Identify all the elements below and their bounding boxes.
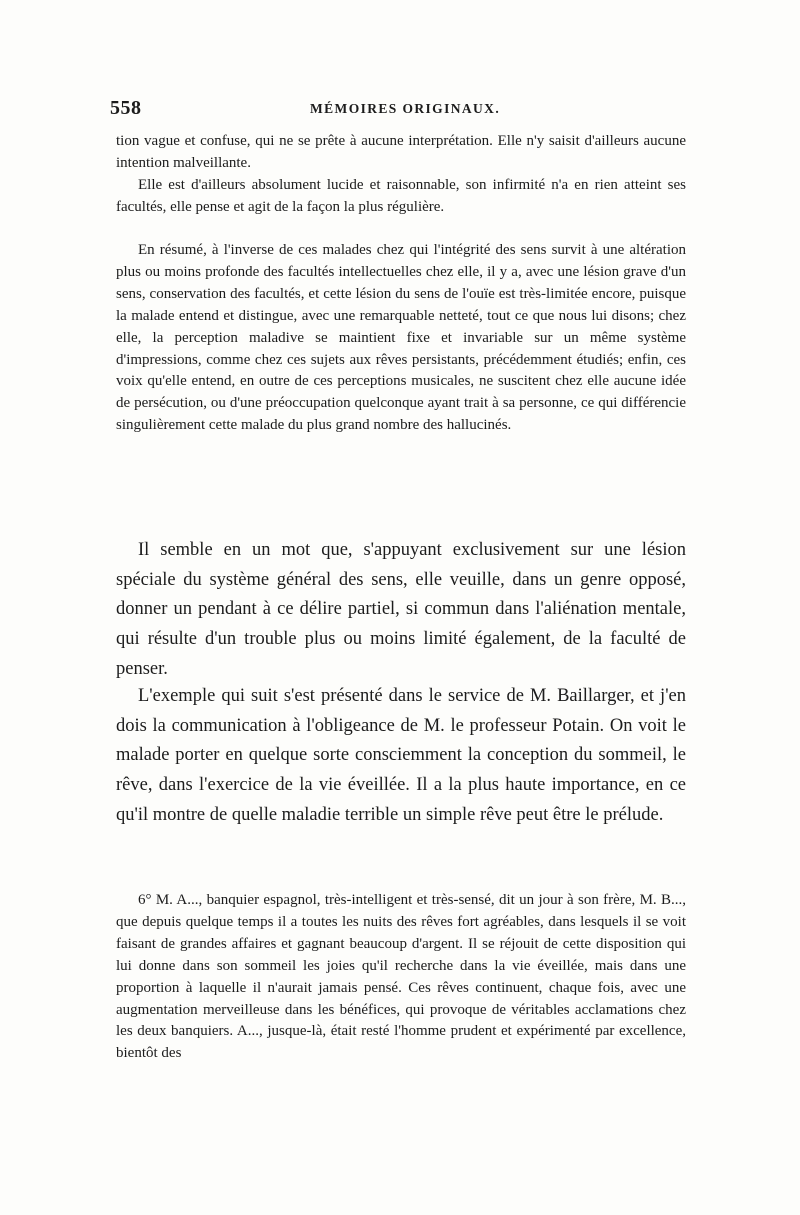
paragraph-lucidity: Elle est d'ailleurs absolument lucide et raisonnable, son infirmité n'a en rien atteint ses facultés, elle pense et agit de la façon la plus régulière. [116, 177, 686, 215]
paragraph-example-intro: L'exemple qui suit s'est présenté dans le service de M. Baillarger, et j'en dois la communication à l'obligeance de M. le professeur Potain. On voit le malade porter en quelque sorte consciemment la conception du sommeil, le rêve, dans l'exercice de la vie éveillée. Il a la plus haute importance, en ce qu'il montre de quelle maladie terrible un simple rêve peut être le prélude. [116, 686, 686, 825]
paragraph-case-6: 6° M. A..., banquier espagnol, très-intelligent et très-sensé, dit un jour à son frère, M. B..., que depuis quelque temps il a toutes les nuits des rêves fort agréables, dans lesquels il se voit faisant de grandes affaires et gagnant beaucoup d'argent. Il se réjouit de cette disposition qui lui donne dans son sommeil les joies qu'il recherche dans la vie éveillée, mais dans une proportion à laquelle il n'aurait jamais pensé. Ces rêves continuent, chaque fois, avec une augmentation merveilleuse dans les bénéfices, qui provoque de véritables acclamations chez les deux banquiers. A..., jusque-là, était resté l'homme prudent et expérimenté par excellence, bientôt des [116, 892, 686, 1062]
paragraph-partial-delirium: Il semble en un mot que, s'appuyant exclusivement sur une lésion spéciale du système général des sens, elle veuille, dans un genre opposé, donner un pendant à ce délire partiel, si commun dans l'aliénation mentale, qui résulte d'un trouble plus ou moins limité également, de la faculté de penser. [116, 540, 686, 679]
paragraph-continuation: tion vague et confuse, qui ne se prête à aucune interprétation. Elle n'y saisit d'ailleurs aucune intention malveillante. [116, 133, 686, 171]
page-number: 558 [110, 97, 142, 119]
running-header [110, 97, 688, 121]
paragraph-summary: En résumé, à l'inverse de ces malades chez qui l'intégrité des sens survit à une altération plus ou moins profonde des facultés intellectuelles chez elle, il y a, avec une lésion grave d'un sens, conservation des facultés, et cette lésion du sens de l'ouïe est très-limitée encore, puisque la malade entend et distingue, avec une remarquable netteté, tout ce que nous lui disons; chez elle, la perception maladive se maintient fixe et invariable sur un même système d'impressions, comme chez ces sujets aux rêves persistants, précédemment étudiés; enfin, ces voix qu'elle entend, en outre de ces perceptions musicales, ne suscitent chez elle aucune idée de persécution, ou d'une préoccupation quelconque ayant trait à sa personne, ce qui différencie singulièrement cette malade du plus grand nombre des hallucinés. [116, 242, 686, 434]
running-title: MÉMOIRES ORIGINAUX. [310, 101, 501, 116]
